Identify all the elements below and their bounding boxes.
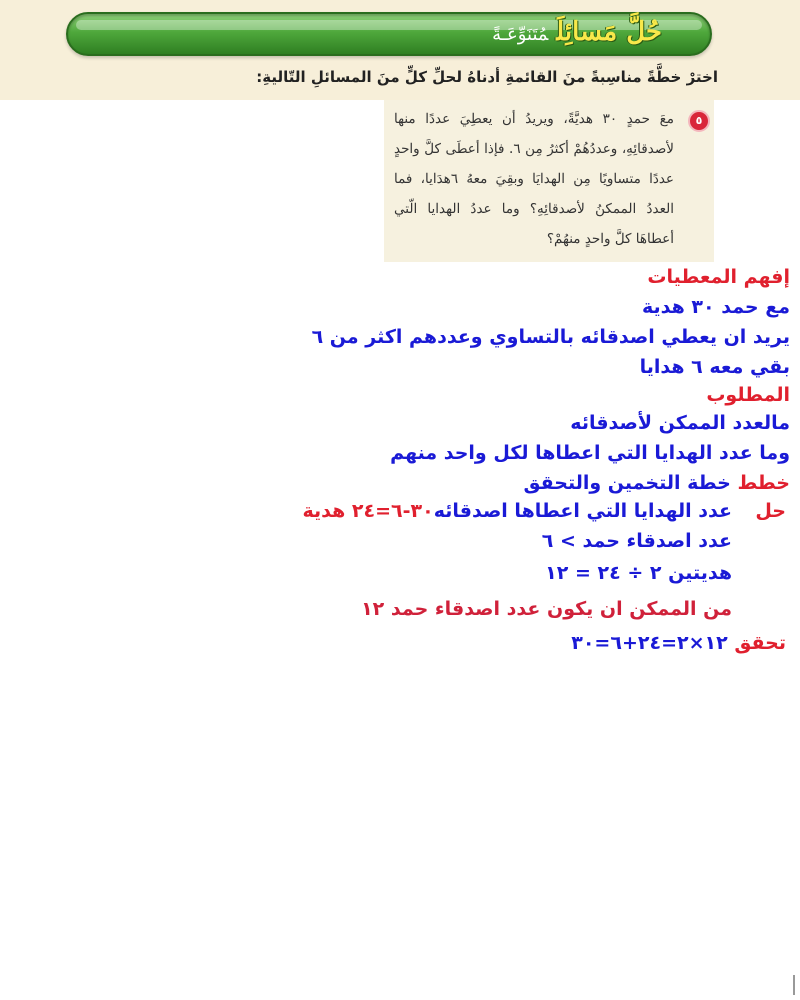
given-2: يريد ان يعطي اصدقائه بالتساوي وعددهم اكثر من ٦ [311,326,790,348]
solve-label: حل [755,500,786,522]
solve-line-1-text: عدد الهدايا التي اعطاها اصدقائه [433,500,732,522]
required-2: وما عدد الهدايا التي اعطاها لكل واحد منهم [390,442,790,464]
check-value: ١٢×٢=٢٤+٦=٣٠ [571,632,728,654]
solve-line-1-eq: ٣٠-٦=٢٤ هدية [302,500,434,522]
section-banner [66,12,712,56]
instruction-text: اخترْ خطَّةً مناسِبةً منَ القائمةِ أدناهُ لحلِّ كلٍّ منَ المسائلِ التّاليةِ: [256,68,718,86]
page-edge-mark [793,975,795,995]
banner-title [492,17,662,47]
banner-title-sub: مُتَنَوِّعَـةً [492,24,549,45]
conclusion: من الممكن ان يكون عدد اصدقاء حمد ١٢ [361,598,732,620]
check-line [571,632,786,654]
problem-text: معَ حمدٍ ٣٠ هديَّةً، ويريدُ أن يعطِيَ عددًا منها لأصدقائِهِ، وعددُهُمْ أكثرُ مِن ٦. فإذا أعطَى كلَّ واحدٍ عددًا متساويًا مِن الهدايَا وبقِيَ معهُ ٦هدَايا، فما العددُ الممكنُ لأصدقائِهِ؟ وما عددُ الهدايا الّتي أعطاهَا كلَّ واحدٍ منهُمْ؟ [394,111,674,247]
header-area [0,0,800,100]
plan-value: خطة التخمين والتحقق [523,472,731,494]
plan-label: خطط [737,472,790,494]
solve-line-1 [302,500,732,522]
given-1: مع حمد ٣٠ هدية [641,296,790,318]
required-heading: المطلوب [706,384,790,406]
problem-number-badge: ٥ [688,110,710,132]
given-3: بقي معه ٦ هدايا [639,356,790,378]
plan-line [523,472,790,494]
check-label: تحقق [734,632,786,654]
banner-title-main: حُلَّ مَسائِلَ [556,17,662,47]
required-1: مالعدد الممكن لأصدقائه [570,412,790,434]
understand-heading: إفهم المعطيات [647,266,790,288]
solve-line-3: هديتين ٢ ÷ ٢٤ = ١٢ [545,562,732,584]
solve-line-2: عدد اصدقاء حمد > ٦ [541,530,732,552]
